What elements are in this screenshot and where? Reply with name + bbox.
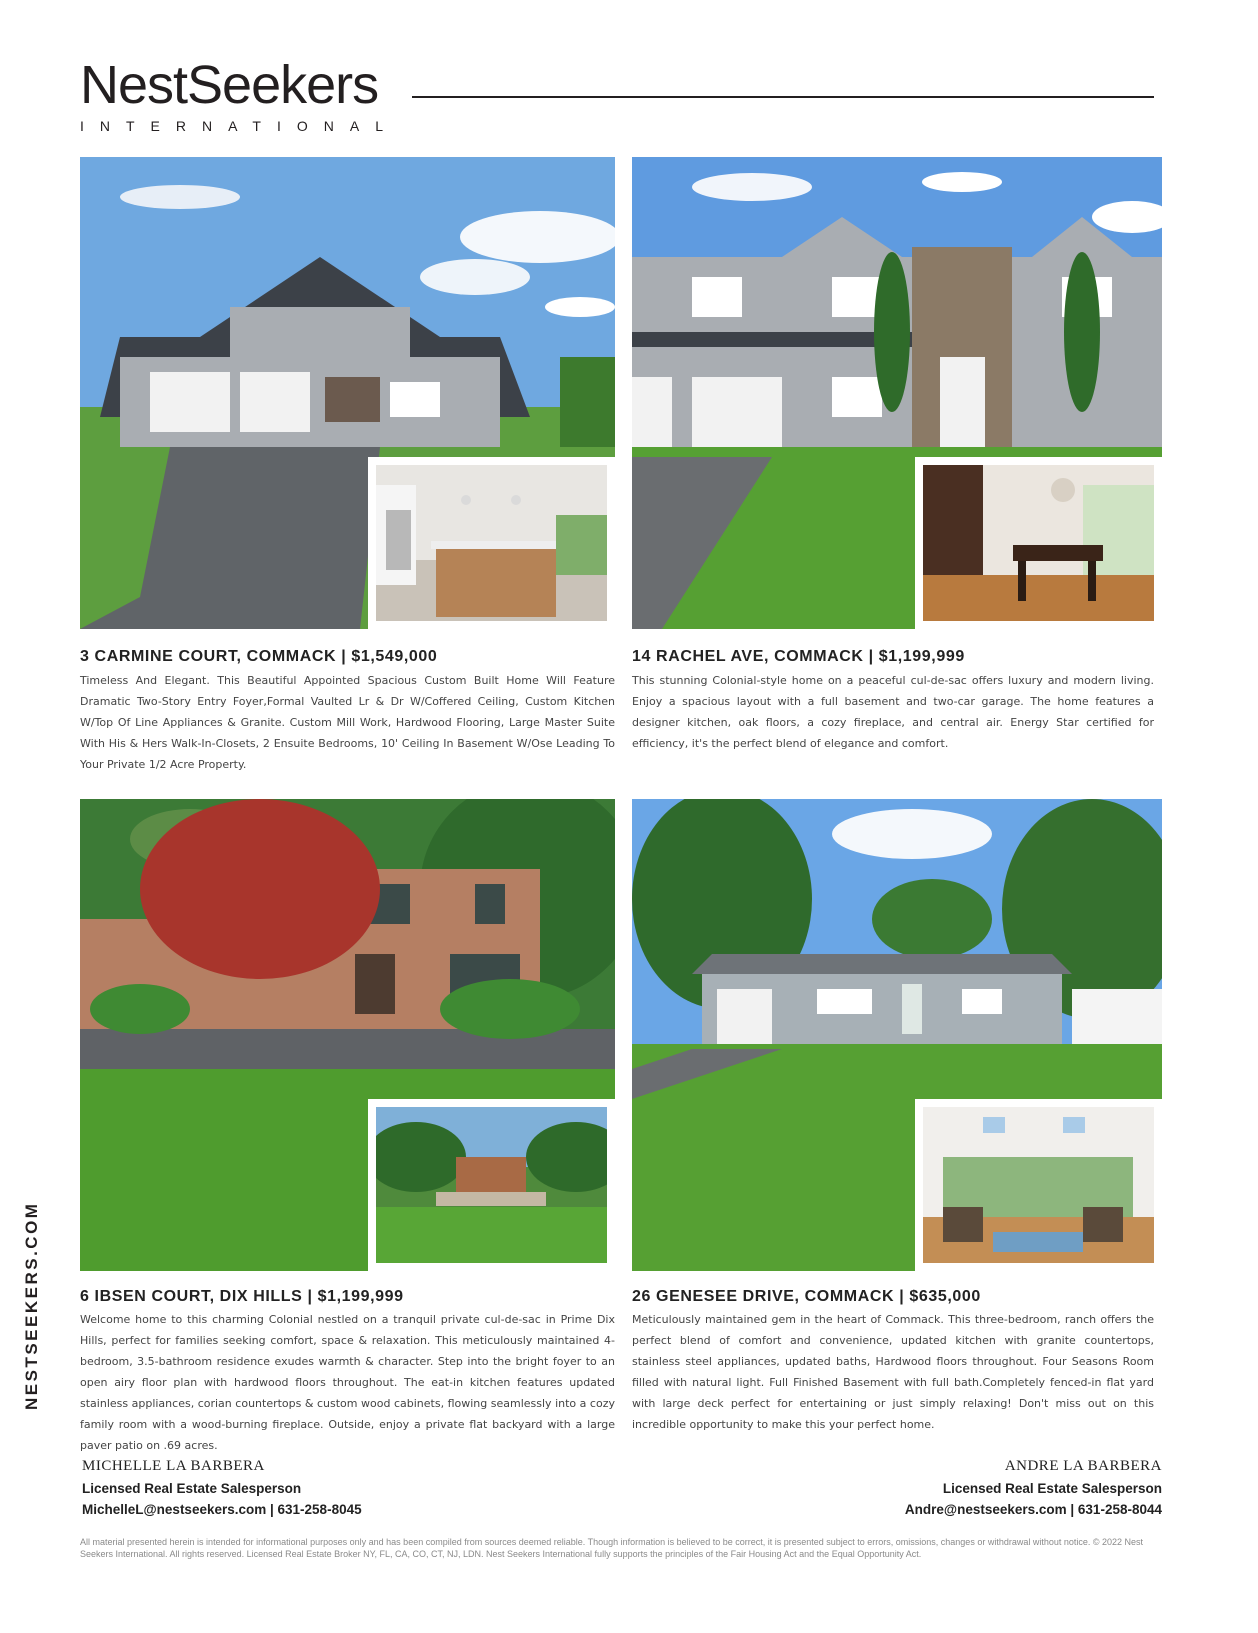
listing-3-title: 6 IBSEN COURT, DIX HILLS | $1,199,999 [80,1288,404,1305]
brand-subtitle: INTERNATIONAL [80,118,399,134]
side-website-url: NESTSEEKERS.COM [22,1201,41,1410]
backyard-inset-photo [368,1099,615,1271]
listing-2-description: This stunning Colonial-style home on a peaceful cul-de-sac offers luxury and modern living. Enjoy a spacious layout with a full basement and two-car garage. The home features a designer kitchen, oak floors, a cozy fireplace, and central air. Energy Star certified for efficiency, it's the perfect blend of elegance and comfort. [632,674,1154,750]
agent-contact: Andre@nestseekers.com | 631-258-8044 [904,1502,1162,1517]
listing-4-description: Meticulously maintained gem in the heart of Commack. This three-bedroom, ranch offers the perfect blend of comfort and convenience, updated kitchen with granite countertops, stainless steel appliances, updated baths, Hardwood floors throughout. Four Seasons Room filled with natural light. Full Finished Basement with full bath.Completely fenced-in flat yard with large deck perfect for entertaining or just simply relaxing! Don't miss out on this incredible opportunity to make this your perfect home. [632,1313,1154,1431]
agent-role: Licensed Real Estate Salesperson [82,1481,302,1496]
agent-name: MICHELLE LA BARBERA [82,1458,265,1474]
listing-3-description: Welcome home to this charming Colonial nestled on a tranquil private cul-de-sac in Prime Dix Hills, perfect for families seeking comfort, space & relaxation. This meticulously maintained 4-bedroom, 3.5-bathroom residence exudes warmth & character. Step into the bright foyer to an open airy floor plan with hardwood floors throughout. The eat-in kitchen features updated stainless appliances, corian countertops & custom wood cabinets, flowing seamlessly into a cozy family room with a wood-burning fireplace. Outside, enjoy a private flat backyard with a large paver patio on .69 acres. [80,1313,615,1452]
agent-contact: MichelleL@nestseekers.com | 631-258-8045 [82,1502,362,1517]
listing-2-photo [632,157,1162,629]
listing-1-title: 3 CARMINE COURT, COMMACK | $1,549,000 [80,648,438,665]
agent-left [82,1458,362,1517]
dining-inset-photo [915,457,1162,629]
brand-logo [80,56,399,134]
listing-1-description: Timeless And Elegant. This Beautiful Appointed Spacious Custom Built Home Will Feature Dramatic Two-Story Entry Foyer,Formal Vaulted Lr & Dr W/Coffered Ceiling, Custom Kitchen W/Top Of Line Appliances & Granite. Custom Mill Work, Hardwood Flooring, Large Master Suite With His & Hers Walk-In-Closets, 2 Ensuite Bedrooms, 10' Ceiling In Basement W/Ose Leading To Your Private 1/2 Acre Property. [80,674,615,771]
agent-right [905,1458,1162,1517]
legal-disclaimer: All material presented herein is intended for informational purposes only and has been compiled from sources deemed reliable. Though information is believed to be correct, it is presented subject to errors, omissions, changes or withdrawal without notice. © 2022 Nest Seekers International. All rights reserved. Licensed Real Estate Broker NY, FL, CA, CO, CT, NJ, LDN. Nest Seekers International fully supports the principles of the Fair Housing Act and the Equal Opportunity Act. [80,1537,1144,1559]
header-divider [412,96,1154,98]
agent-role: Licensed Real Estate Salesperson [942,1481,1162,1496]
kitchen-inset-photo [368,457,615,629]
listing-4-photo [632,799,1162,1271]
listing-1-photo [80,157,615,629]
agent-name: ANDRE LA BARBERA [1004,1458,1162,1474]
sunroom-inset-photo [915,1099,1162,1271]
listing-2-title: 14 RACHEL AVE, COMMACK | $1,199,999 [632,648,965,665]
brand-name: NestSeekers [80,55,379,115]
listing-4-title: 26 GENESEE DRIVE, COMMACK | $635,000 [632,1288,981,1305]
listing-3-photo [80,799,615,1271]
